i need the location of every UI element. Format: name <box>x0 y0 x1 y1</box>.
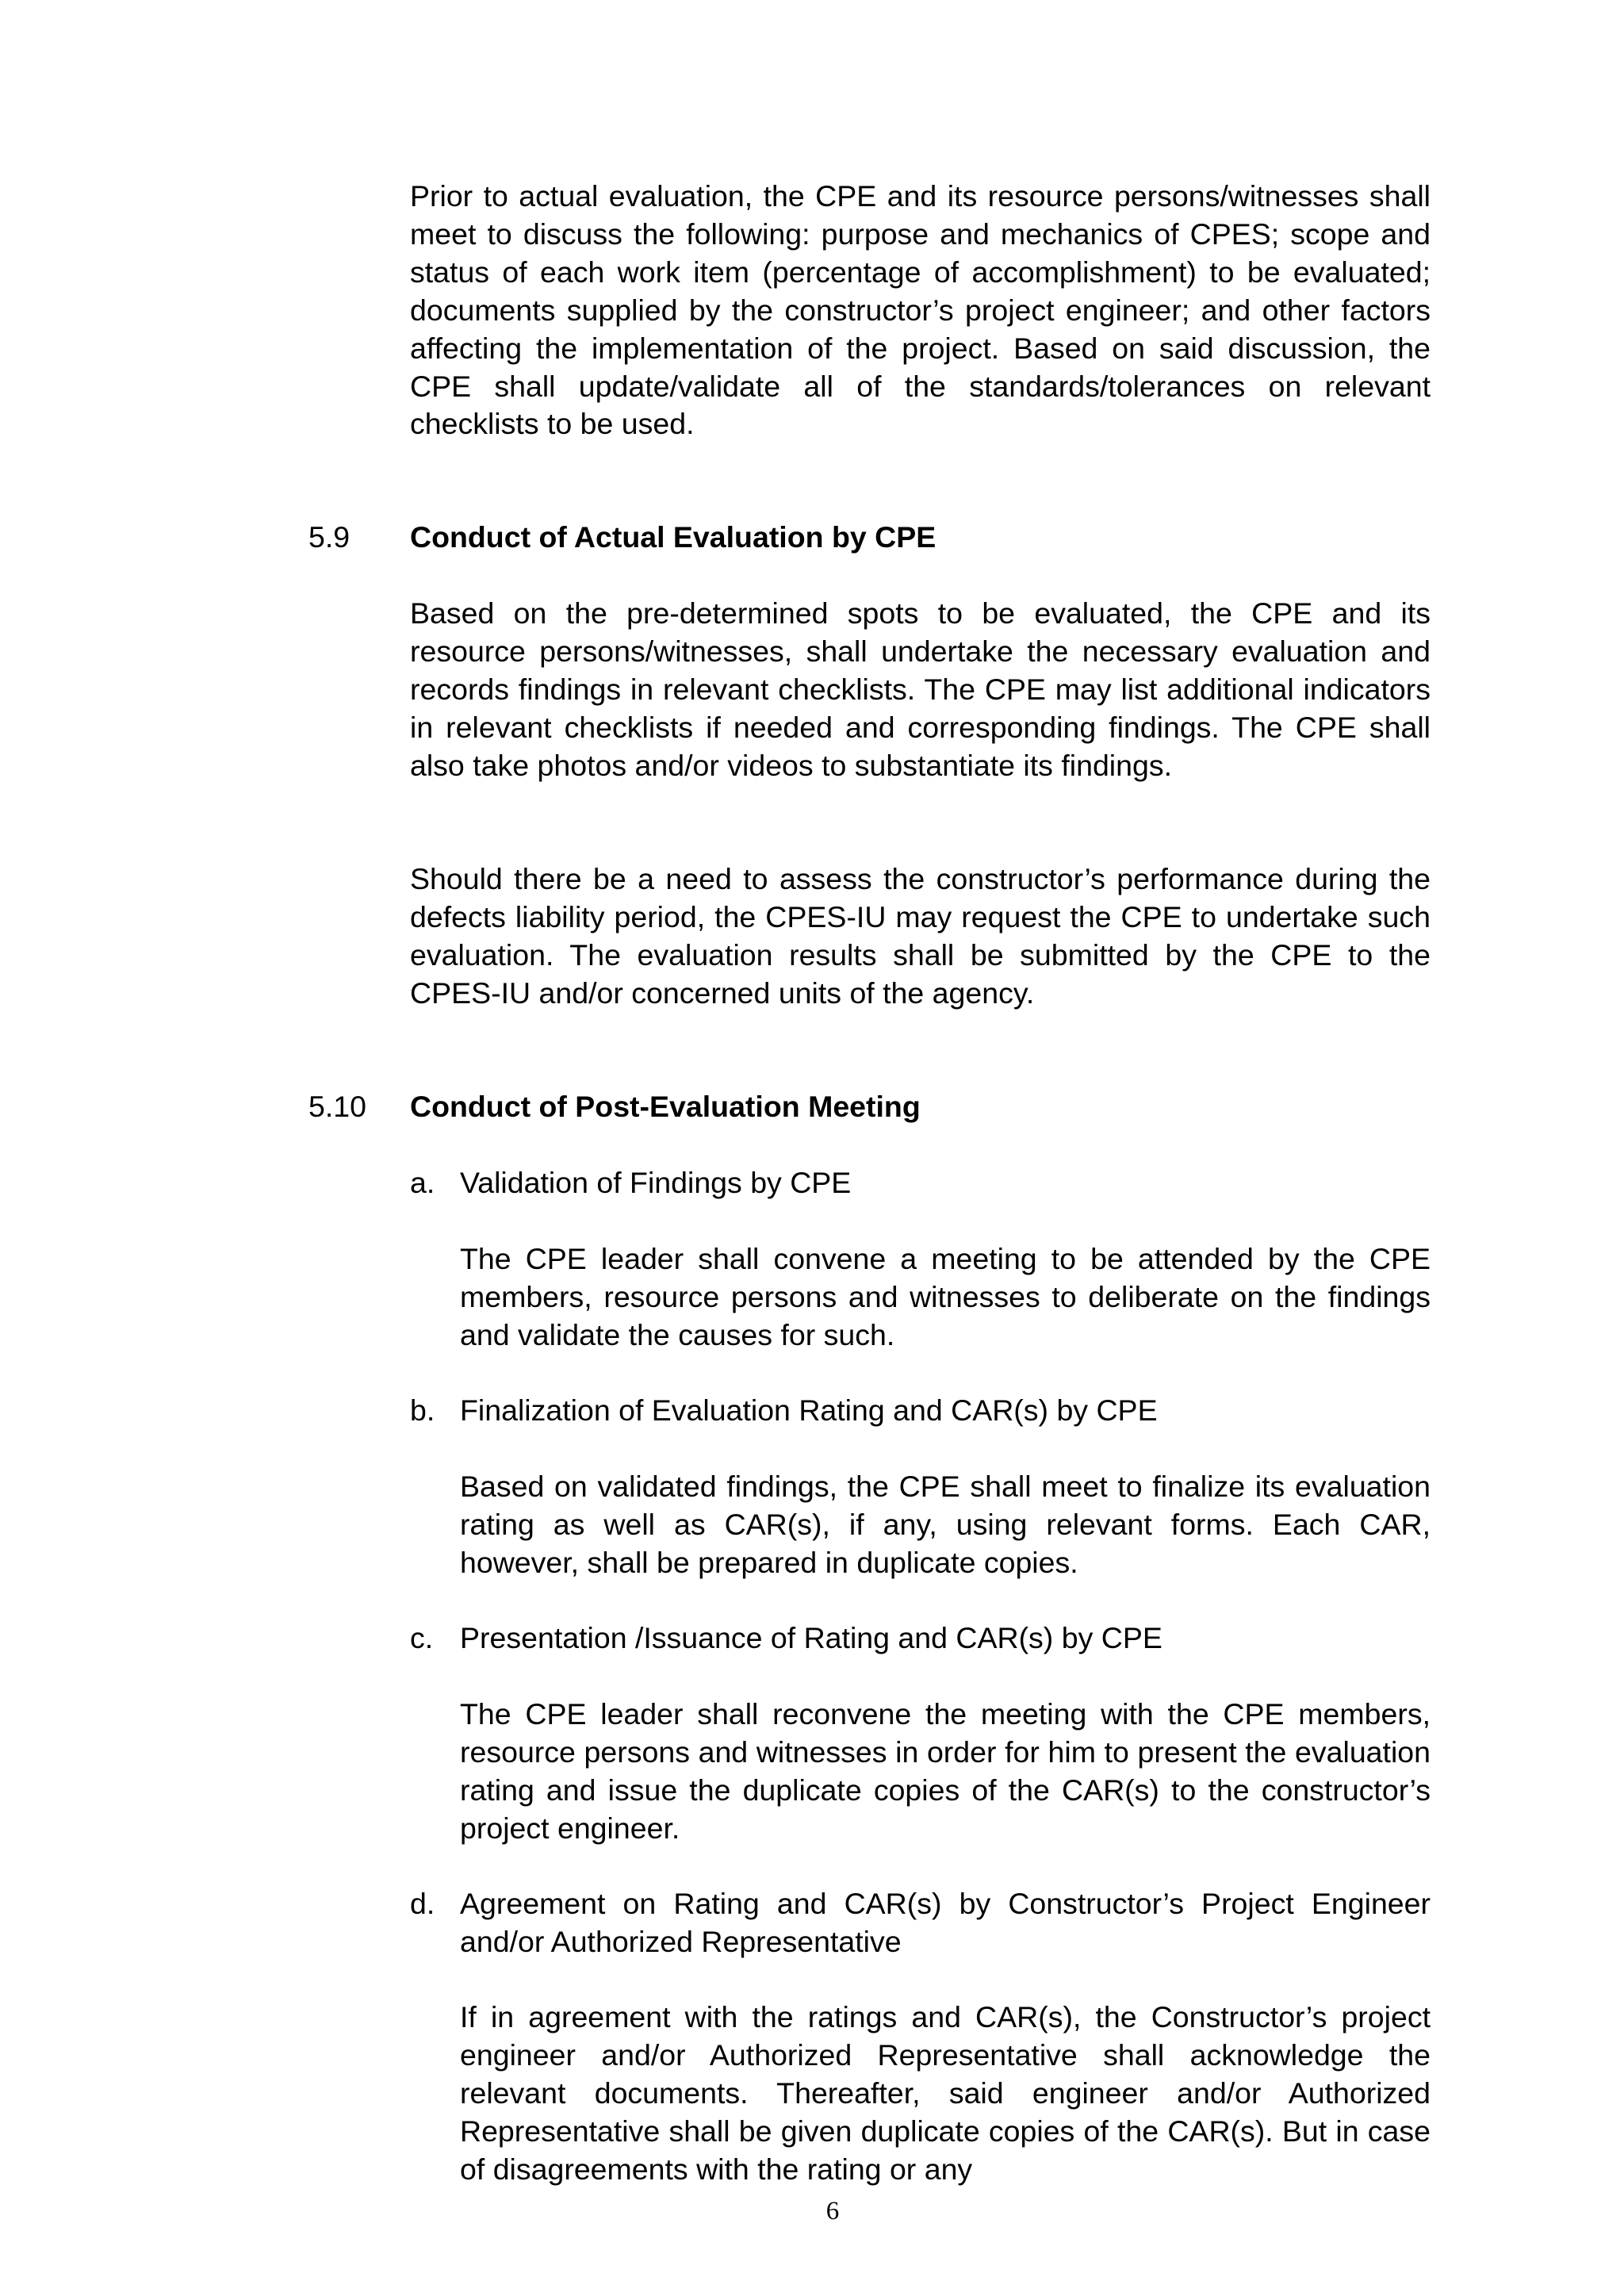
section-title-5-10: Conduct of Post-Evaluation Meeting <box>410 1090 921 1123</box>
intro-paragraph: Prior to actual evaluation, the CPE and its resource persons/witnesses shall meet to discuss the following: purpose and mechanics of CPES; scope and status of each work item (percentage of accomplishment) to be evaluated; documents supplied by the constructor’s project engineer; and other factors affecting the implementation of the project. Based on said discussion, the CPE shall update/validate all of the standards/tolerances on relevant checklists to be used. <box>410 179 1431 441</box>
page-number: 6 <box>825 2197 840 2225</box>
item-body-b: Based on validated findings, the CPE shall meet to finalize its evaluation rating as well as CAR(s), if any, using relevant forms. Each CAR, however, shall be prepared in duplicate copies. <box>460 1470 1431 1579</box>
item-letter-b: b. <box>410 1393 435 1427</box>
item-letter-c: c. <box>410 1621 434 1654</box>
item-body-a: The CPE leader shall convene a meeting to be attended by the CPE members, resource persons and witnesses to deliberate on the findings and validate the causes for such. <box>460 1242 1431 1351</box>
section-number-5-10: 5.10 <box>308 1090 366 1123</box>
item-title-d: Agreement on Rating and CAR(s) by Constructor’s Project Engineer and/or Authorized Representative <box>460 1887 1431 1958</box>
section-number-5-9: 5.9 <box>308 520 350 554</box>
item-letter-d: d. <box>410 1887 435 1920</box>
item-body-c: The CPE leader shall reconvene the meeting with the CPE members, resource persons and witnesses in order for him to present the evaluation rating and issue the duplicate copies of the CAR(s) to the constructor’s project engineer. <box>460 1697 1431 1845</box>
item-letter-a: a. <box>410 1166 435 1199</box>
section-title-5-9: Conduct of Actual Evaluation by CPE <box>410 520 936 554</box>
section-5-9-paragraph-2: Should there be a need to assess the constructor’s performance during the defects liability period, the CPES-IU may request the CPE to undertake such evaluation. The evaluation results shall be submitted by the CPE to the CPES-IU and/or concerned units of the agency. <box>410 862 1431 1010</box>
item-title-a: Validation of Findings by CPE <box>460 1166 852 1199</box>
item-title-b: Finalization of Evaluation Rating and CAR(s) by CPE <box>460 1393 1158 1427</box>
section-5-9-paragraph-1: Based on the pre-determined spots to be evaluated, the CPE and its resource persons/witnesses, shall undertake the necessary evaluation and records findings in relevant checklists. The CPE may list additional indicators in relevant checklists if needed and corresponding findings. The CPE shall also take photos and/or videos to substantiate its findings. <box>410 596 1431 782</box>
item-body-d: If in agreement with the ratings and CAR(s), the Constructor’s project engineer and/or Authorized Representative shall acknowledge the relevant documents. Thereafter, said engineer and/or Authorized Representative shall be given duplicate copies of the CAR(s). But in case of disagreements with the rating or any <box>460 2000 1431 2186</box>
item-title-c: Presentation /Issuance of Rating and CAR(s) by CPE <box>460 1621 1162 1654</box>
